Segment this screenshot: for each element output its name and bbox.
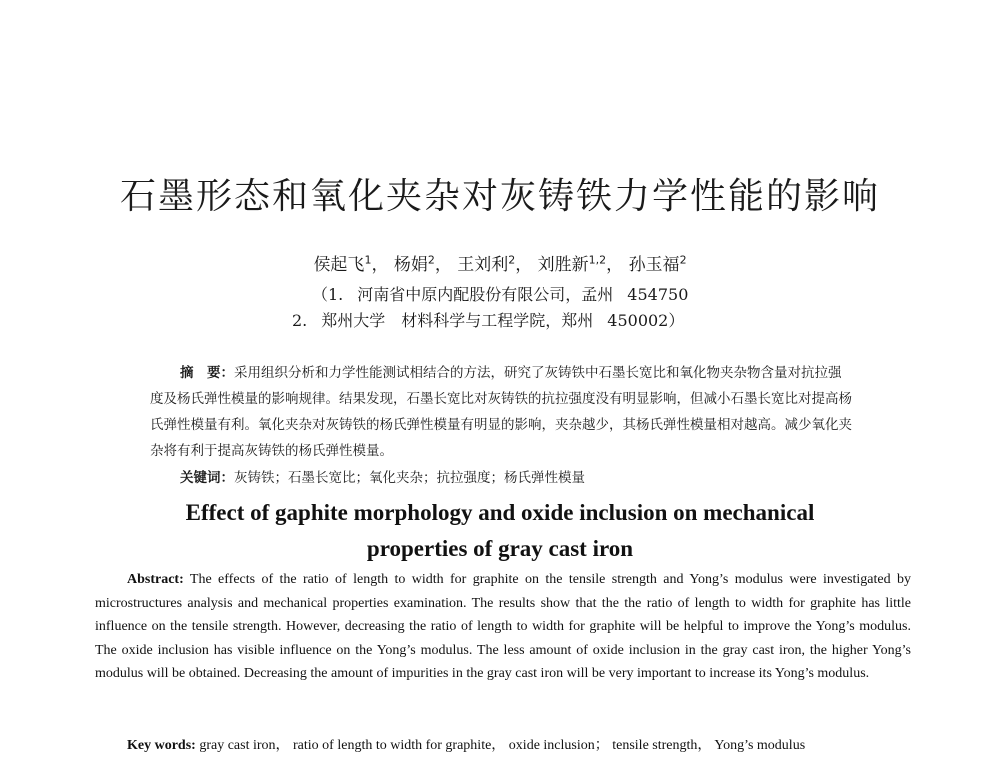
abstract-cn-label: 摘 要： [180, 365, 234, 381]
abstract-cn-text: 采用组织分析和力学性能测试相结合的方法，研究了灰铸铁中石墨长宽比和氧化物夹杂物含量对抗拉强度及杨氏弹性模量的影响规律。结果发现，石墨长宽比对灰铸铁的抗拉强度没有明显影响，但减小石墨长宽比对提高杨氏弹性模量有利。氧化夹杂对灰铸铁的杨氏弹性模量有明显的影响，夹杂越少，其杨氏弹性模量相对越高。减少氧化夹杂将有利于提高灰铸铁的杨氏弹性模量。 [150, 365, 852, 459]
paper-title-en-line-1: Effect of gaphite morphology and oxide inclusion on mechanical [185, 500, 815, 525]
author-5: 孙玉福$^2$ [628, 253, 687, 275]
author-list [0, 250, 1000, 275]
abstract-cn [150, 360, 852, 464]
keywords-cn-text: 灰铸铁；石墨长宽比；氧化夹杂；抗拉强度；杨氏弹性模量 [234, 470, 585, 486]
abstract-en-label: Abstract: [127, 572, 184, 587]
keywords-cn-label: 关键词： [180, 470, 234, 486]
author-1: 侯起飞$^1$， [313, 253, 389, 275]
abstract-en [95, 568, 911, 686]
affiliation-2: 2. 郑州大学 材料科学与工程学院，郑州 450002） [292, 311, 685, 330]
keywords-en-label: Key words: [127, 738, 196, 753]
keywords-en [127, 734, 805, 754]
keywords-en-text: gray cast iron， ratio of length to width for graphite， oxide inclusion； tensile strength， Yong’s modulus [195, 738, 806, 753]
paper-title-cn: 石墨形态和氧化夹杂对灰铸铁力学性能的影响 [119, 176, 880, 217]
affiliation-1: （1. 河南省中原内配股份有限公司，孟州 454750 [312, 285, 689, 304]
keywords-cn [180, 466, 585, 486]
paper-title-en-line-2: properties of gray cast iron [366, 536, 634, 561]
author-4: 刘胜新$^{1,2}$， [537, 253, 624, 275]
abstract-en-text: The effects of the ratio of length to width for graphite on the tensile strength and Yong’s modulus were investigated by microstructures analysis and mechanical properties examination. The results show that the the ratio of length to width for graphite has little influence on the tensile strength. However, decreasing the ratio of length to width for graphite will be helpful to improve the Yong’s modulus. The oxide inclusion has visible influence on the Yong’s modulus. The less amount of oxide inclusion in the gray cast iron, the higher Yong’s modulus will be obtained. Decreasing the amount of impurities in the gray cast iron will be very important to increase its Yong’s modulus. [95, 572, 911, 681]
author-2: 杨娟$^2$， [393, 253, 452, 275]
author-3: 王刘利$^2$， [457, 253, 533, 275]
